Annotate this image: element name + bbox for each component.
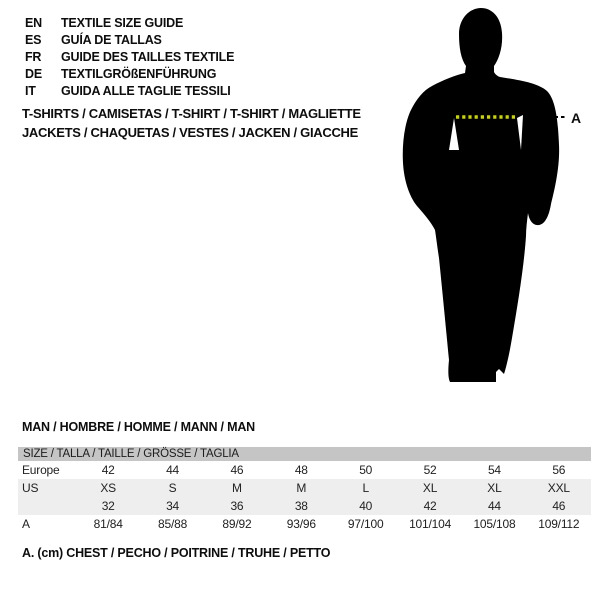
size-table-header: SIZE / TALLA / TAILLE / GRÖSSE / TAGLIA: [18, 447, 591, 461]
language-row-fr: [25, 48, 234, 65]
size-cell: 34: [166, 499, 180, 513]
row-label: [18, 497, 76, 515]
guide-title-it: GUIDA ALLE TAGLIE TESSILI: [61, 83, 231, 98]
size-cell: 32: [101, 499, 115, 513]
size-cell: 44: [166, 463, 180, 477]
category-jackets: JACKETS / CHAQUETAS / VESTES / JACKEN / GIACCHE: [22, 124, 358, 140]
size-cell: 109/112: [538, 517, 580, 531]
size-cell: M: [296, 481, 307, 495]
size-cell: XL: [487, 481, 502, 495]
size-cell: 40: [359, 499, 373, 513]
table-row-uk: [18, 497, 591, 515]
size-cell: 93/96: [286, 517, 316, 531]
measure-label-a: A: [571, 110, 582, 126]
size-cell: 44: [487, 499, 501, 513]
size-cell: 42: [101, 463, 115, 477]
language-row-it: [25, 82, 234, 99]
size-cell: 89/92: [222, 517, 252, 531]
size-cell: S: [168, 481, 177, 495]
table-row-europe: [18, 461, 591, 479]
language-row-en: [25, 14, 234, 31]
language-row-de: [25, 65, 234, 82]
size-cell: XS: [100, 481, 116, 495]
language-list: [25, 14, 234, 99]
language-code: ES: [25, 32, 42, 47]
size-cell: XL: [422, 481, 438, 495]
size-cell: 101/104: [409, 517, 452, 531]
table-row-us: [18, 479, 591, 497]
size-cell: 36: [230, 499, 244, 513]
row-label: US: [22, 481, 39, 495]
row-label: A: [22, 517, 30, 531]
size-cell: 54: [487, 463, 501, 477]
size-cell: 52: [423, 463, 437, 477]
size-cell: 48: [294, 463, 308, 477]
size-cell: 42: [423, 499, 437, 513]
size-cell: 105/108: [473, 517, 516, 531]
guide-title-fr: GUIDE DES TAILLES TEXTILE: [61, 49, 235, 64]
guide-title-de: TEXTILGRÖßENFÜHRUNG: [61, 66, 217, 81]
size-cell: 56: [552, 463, 566, 477]
size-cell: M: [232, 481, 242, 495]
size-cell: 46: [230, 463, 244, 477]
guide-title-es: GUÍA DE TALLAS: [61, 32, 162, 47]
section-title-man: MAN / HOMBRE / HOMME / MANN / MAN: [22, 420, 255, 434]
category-tshirts: T-SHIRTS / CAMISETAS / T-SHIRT / T-SHIRT / MAGLIETTE: [22, 106, 361, 121]
man-silhouette-body: [403, 8, 559, 382]
man-silhouette: [398, 8, 598, 393]
size-cell: 97/100: [347, 517, 384, 531]
size-cell: 38: [294, 499, 308, 513]
language-row-es: [25, 31, 234, 48]
size-table-header-row: [18, 447, 591, 461]
measurement-footnote: A. (cm) CHEST / PECHO / POITRINE / TRUHE / PETTO: [22, 546, 331, 560]
size-cell: XXL: [547, 481, 570, 495]
size-cell: 81/84: [93, 517, 123, 531]
language-code: EN: [25, 15, 42, 30]
language-code: FR: [25, 49, 42, 64]
table-row-chest-a: [18, 515, 591, 533]
size-cell: 50: [359, 463, 373, 477]
row-label: Europe: [22, 463, 60, 477]
size-cell: 85/88: [158, 517, 188, 531]
language-code: IT: [25, 83, 36, 98]
language-code: DE: [25, 66, 42, 81]
size-table: [18, 447, 591, 533]
category-lines: [22, 105, 361, 142]
guide-title-en: TEXTILE SIZE GUIDE: [61, 15, 184, 30]
size-cell: 46: [552, 499, 566, 513]
size-cell: L: [362, 481, 369, 495]
